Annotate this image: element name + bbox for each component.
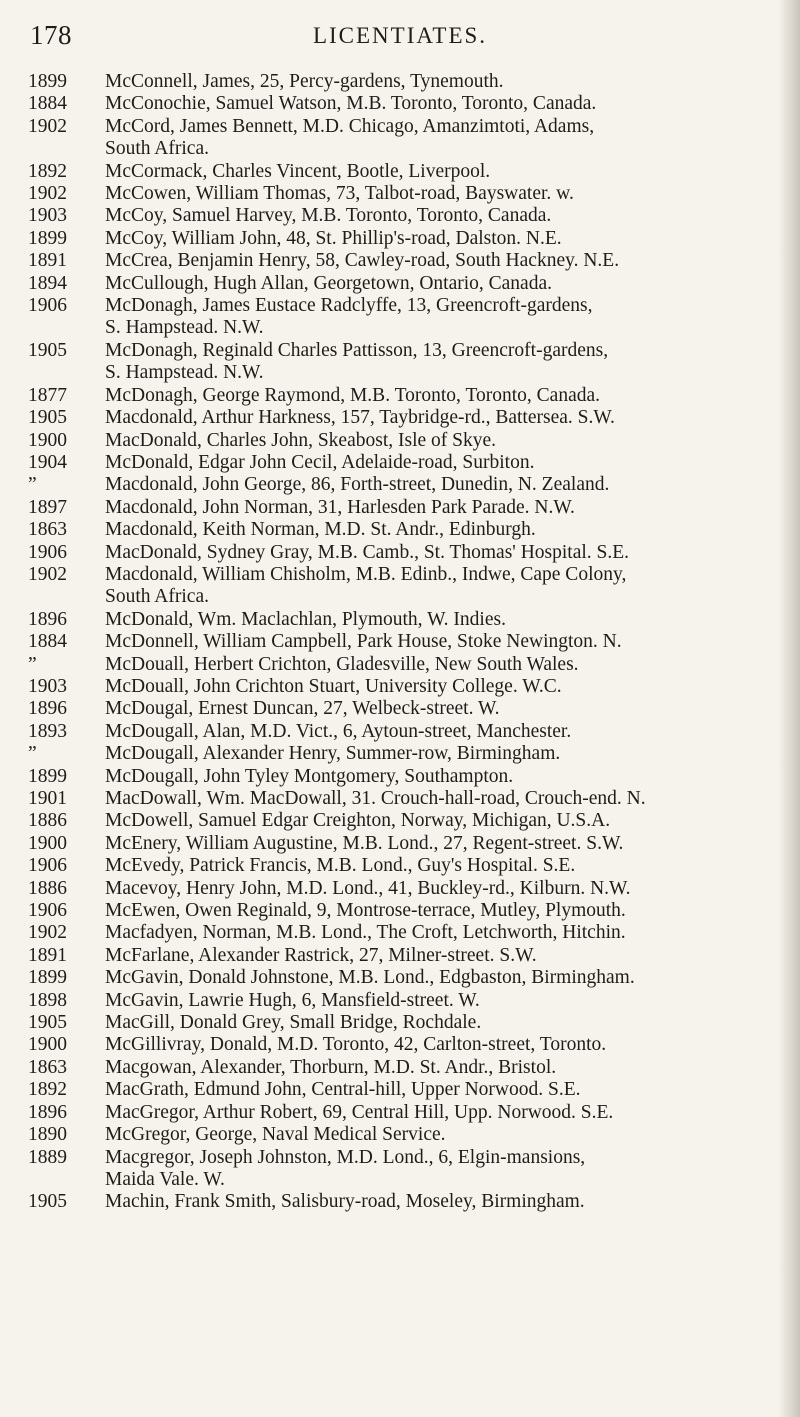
- entry-year: 1906: [28, 855, 67, 877]
- entry-year: 1900: [28, 429, 67, 451]
- list-entry: [28, 1191, 778, 1213]
- list-entry: [28, 340, 778, 362]
- entry-text: McDonald, Wm. Maclachlan, Plymouth, W. Indies.: [105, 608, 506, 630]
- entry-year: 1900: [28, 1034, 67, 1056]
- list-entry: [28, 1079, 778, 1101]
- entry-text: MacDowall, Wm. MacDowall, 31. Crouch-hall-road, Crouch-end. N.: [105, 788, 646, 809]
- list-entry: [28, 1102, 778, 1124]
- entry-text: McDonagh, George Raymond, M.B. Toronto, Toronto, Canada.: [105, 384, 601, 406]
- list-entry: [28, 698, 778, 720]
- licentiate-list: [28, 71, 778, 1214]
- entry-year: 1893: [28, 720, 67, 742]
- entry-text: MacGregor, Arthur Robert, 69, Central Hill, Upp. Norwood. S.E.: [105, 1101, 614, 1123]
- list-entry: [28, 385, 778, 407]
- entry-year: 1902: [28, 922, 67, 944]
- entry-year: [28, 1169, 105, 1191]
- list-entry: [28, 766, 778, 788]
- entry-text: South Africa.: [105, 138, 209, 160]
- entry-year: [28, 138, 105, 160]
- list-entry: [28, 250, 778, 272]
- entry-year: 1894: [28, 272, 67, 294]
- list-entry: [28, 161, 778, 183]
- list-entry: [28, 93, 778, 115]
- list-entry: [28, 743, 778, 765]
- entry-year: [28, 362, 105, 384]
- entry-text: Maida Vale. W.: [105, 1168, 225, 1190]
- entry-text: Macdonald, Keith Norman, M.D. St. Andr., Edinburgh.: [105, 519, 536, 541]
- entry-year: 1884: [28, 93, 67, 115]
- entry-text: McCord, James Bennett, M.D. Chicago, Amanzimtoti, Adams,: [105, 115, 595, 137]
- list-entry: [28, 990, 778, 1012]
- entry-text: Macgregor, Joseph Johnston, M.D. Lond., 6, Elgin-mansions,: [105, 1146, 586, 1168]
- entry-text: McCrea, Benjamin Henry, 58, Cawley-road, South Hackney. N.E.: [105, 250, 620, 272]
- entry-year: 1897: [28, 496, 67, 518]
- list-entry: [28, 967, 778, 989]
- entry-text: McCullough, Hugh Allan, Georgetown, Ontario, Canada.: [105, 272, 552, 294]
- list-entry-continuation: [28, 586, 778, 608]
- entry-year: 1892: [28, 160, 67, 182]
- entry-year: ”: [28, 653, 37, 675]
- entry-year: 1886: [28, 810, 67, 832]
- list-entry: [28, 430, 778, 452]
- entry-year: 1886: [28, 877, 67, 899]
- entry-year: 1892: [28, 1079, 67, 1101]
- entry-text: Machin, Frank Smith, Salisbury-road, Moseley, Birmingham.: [105, 1191, 585, 1213]
- list-entry: [28, 273, 778, 295]
- entry-text: MacDonald, Sydney Gray, M.B. Camb., St. Thomas' Hospital. S.E.: [105, 541, 630, 563]
- entry-year: 1903: [28, 205, 67, 227]
- entry-year: 1877: [28, 384, 67, 406]
- entry-year: 1863: [28, 1056, 67, 1078]
- entry-text: McFarlane, Alexander Rastrick, 27, Milner-street. S.W.: [105, 944, 537, 966]
- list-entry: [28, 497, 778, 519]
- entry-year: 1902: [28, 183, 67, 205]
- list-entry: [28, 855, 778, 877]
- entry-text: Macfadyen, Norman, M.B. Lond., The Croft, Letchworth, Hitchin.: [105, 922, 626, 944]
- entry-text: McGavin, Lawrie Hugh, 6, Mansfield-street. W.: [105, 989, 480, 1011]
- list-entry: [28, 407, 778, 429]
- entry-text: McDowell, Samuel Edgar Creighton, Norway, Michigan, U.S.A.: [105, 810, 611, 832]
- entry-year: 1898: [28, 989, 67, 1011]
- entry-text: MacGill, Donald Grey, Small Bridge, Rochdale.: [105, 1012, 482, 1034]
- list-entry: [28, 721, 778, 743]
- list-entry: [28, 1147, 778, 1169]
- list-entry: [28, 183, 778, 205]
- list-entry: [28, 609, 778, 631]
- entry-text: McGillivray, Donald, M.D. Toronto, 42, Carlton-street, Toronto.: [105, 1034, 607, 1056]
- entry-text: S. Hampstead. N.W.: [105, 362, 264, 384]
- entry-year: 1904: [28, 451, 67, 473]
- entry-year: ”: [28, 474, 37, 496]
- entry-year: 1884: [28, 631, 67, 653]
- list-entry: [28, 810, 778, 832]
- entry-text: McCoy, Samuel Harvey, M.B. Toronto, Toronto, Canada.: [105, 205, 552, 227]
- entry-text: Macgowan, Alexander, Thorburn, M.D. St. Andr., Bristol.: [105, 1056, 557, 1078]
- entry-year: 1900: [28, 832, 67, 854]
- entry-year: 1891: [28, 944, 67, 966]
- entry-text: McGavin, Donald Johnstone, M.B. Lond., Edgbaston, Birmingham.: [105, 967, 635, 989]
- entry-text: McDougall, Alexander Henry, Summer-row, Birmingham.: [105, 743, 561, 765]
- entry-text: MacDonald, Charles John, Skeabost, Isle of Skye.: [105, 429, 497, 451]
- list-entry: [28, 205, 778, 227]
- list-entry: [28, 295, 778, 317]
- running-head: LICENTIATES.: [312, 23, 488, 48]
- entry-text: McDouall, Herbert Crichton, Gladesville, New South Wales.: [105, 653, 579, 675]
- list-entry-continuation: [28, 138, 778, 160]
- list-entry: [28, 676, 778, 698]
- entry-year: 1906: [28, 295, 67, 317]
- entry-text: McDougall, Alan, M.D. Vict., 6, Aytoun-street, Manchester.: [105, 720, 572, 742]
- list-entry: [28, 452, 778, 474]
- entry-text: McDonagh, James Eustace Radclyffe, 13, Greencroft-gardens,: [105, 295, 593, 317]
- list-entry: [28, 945, 778, 967]
- entry-year: 1899: [28, 71, 67, 92]
- list-entry: [28, 228, 778, 250]
- entry-year: 1905: [28, 1191, 67, 1213]
- entry-year: 1899: [28, 967, 67, 989]
- entry-year: 1896: [28, 1101, 67, 1123]
- list-entry-continuation: [28, 317, 778, 339]
- entry-year: 1890: [28, 1124, 67, 1146]
- entry-year: 1896: [28, 608, 67, 630]
- entry-year: 1905: [28, 1012, 67, 1034]
- entry-text: McDouall, John Crichton Stuart, University College. W.C.: [105, 675, 562, 697]
- entry-text: McDonagh, Reginald Charles Pattisson, 13, Greencroft-gardens,: [105, 339, 609, 361]
- entry-year: 1903: [28, 675, 67, 697]
- entry-text: McEwen, Owen Reginald, 9, Montrose-terrace, Mutley, Plymouth.: [105, 900, 626, 922]
- entry-year: ”: [28, 743, 37, 765]
- entry-text: McConochie, Samuel Watson, M.B. Toronto, Toronto, Canada.: [105, 93, 597, 115]
- entry-year: 1902: [28, 563, 67, 585]
- entry-year: 1905: [28, 339, 67, 361]
- list-entry: [28, 1057, 778, 1079]
- list-entry: [28, 1124, 778, 1146]
- entry-text: McEnery, William Augustine, M.B. Lond., 27, Regent-street. S.W.: [105, 832, 624, 854]
- entry-text: South Africa.: [105, 586, 209, 608]
- list-entry: [28, 116, 778, 138]
- entry-text: McEvedy, Patrick Francis, M.B. Lond., Guy's Hospital. S.E.: [105, 855, 576, 877]
- entry-text: McCowen, William Thomas, 73, Talbot-road, Bayswater. w.: [105, 183, 574, 205]
- entry-text: McDonnell, William Campbell, Park House, Stoke Newington. N.: [105, 631, 622, 653]
- list-entry: [28, 519, 778, 541]
- entry-year: 1891: [28, 250, 67, 272]
- entry-year: [28, 317, 105, 339]
- list-entry: [28, 542, 778, 564]
- list-entry: [28, 654, 778, 676]
- list-entry: [28, 71, 778, 93]
- list-entry: [28, 788, 778, 810]
- entry-text: McCormack, Charles Vincent, Bootle, Liverpool.: [105, 160, 491, 182]
- entry-year: [28, 586, 105, 608]
- list-entry-continuation: [28, 1169, 778, 1191]
- page-edge-shadow: [778, 0, 800, 1417]
- entry-year: 1906: [28, 900, 67, 922]
- list-entry: [28, 474, 778, 496]
- entry-text: Macdonald, William Chisholm, M.B. Edinb., Indwe, Cape Colony,: [105, 563, 627, 585]
- entry-year: 1901: [28, 788, 67, 809]
- entry-text: Macevoy, Henry John, M.D. Lond., 41, Buckley-rd., Kilburn. N.W.: [105, 877, 631, 899]
- entry-text: Macdonald, Arthur Harkness, 157, Taybridge-rd., Battersea. S.W.: [105, 407, 615, 429]
- entry-year: 1863: [28, 519, 67, 541]
- entry-year: 1899: [28, 227, 67, 249]
- list-entry: [28, 900, 778, 922]
- entry-text: S. Hampstead. N.W.: [105, 317, 264, 339]
- entry-year: 1906: [28, 541, 67, 563]
- entry-year: 1905: [28, 407, 67, 429]
- entry-text: McConnell, James, 25, Percy-gardens, Tynemouth.: [105, 71, 504, 92]
- entry-text: McGregor, George, Naval Medical Service.: [105, 1124, 446, 1146]
- list-entry: [28, 1034, 778, 1056]
- page-number: 178: [30, 20, 72, 50]
- entry-year: 1899: [28, 765, 67, 787]
- list-entry-continuation: [28, 362, 778, 384]
- entry-text: McDougal, Ernest Duncan, 27, Welbeck-street. W.: [105, 698, 500, 720]
- entry-text: McDougall, John Tyley Montgomery, Southampton.: [105, 765, 514, 787]
- list-entry: [28, 922, 778, 944]
- entry-text: Macdonald, John Norman, 31, Harlesden Park Parade. N.W.: [105, 496, 575, 518]
- list-entry: [28, 1012, 778, 1034]
- list-entry: [28, 833, 778, 855]
- entry-text: McCoy, William John, 48, St. Phillip's-road, Dalston. N.E.: [105, 227, 562, 249]
- entry-year: 1896: [28, 698, 67, 720]
- entry-text: Macdonald, John George, 86, Forth-street, Dunedin, N. Zealand.: [105, 474, 610, 496]
- list-entry: [28, 564, 778, 586]
- entry-year: 1902: [28, 115, 67, 137]
- entry-text: McDonald, Edgar John Cecil, Adelaide-road, Surbiton.: [105, 451, 535, 473]
- entry-year: 1889: [28, 1146, 67, 1168]
- entry-text: MacGrath, Edmund John, Central-hill, Upper Norwood. S.E.: [105, 1079, 581, 1101]
- list-entry: [28, 878, 778, 900]
- list-entry: [28, 631, 778, 653]
